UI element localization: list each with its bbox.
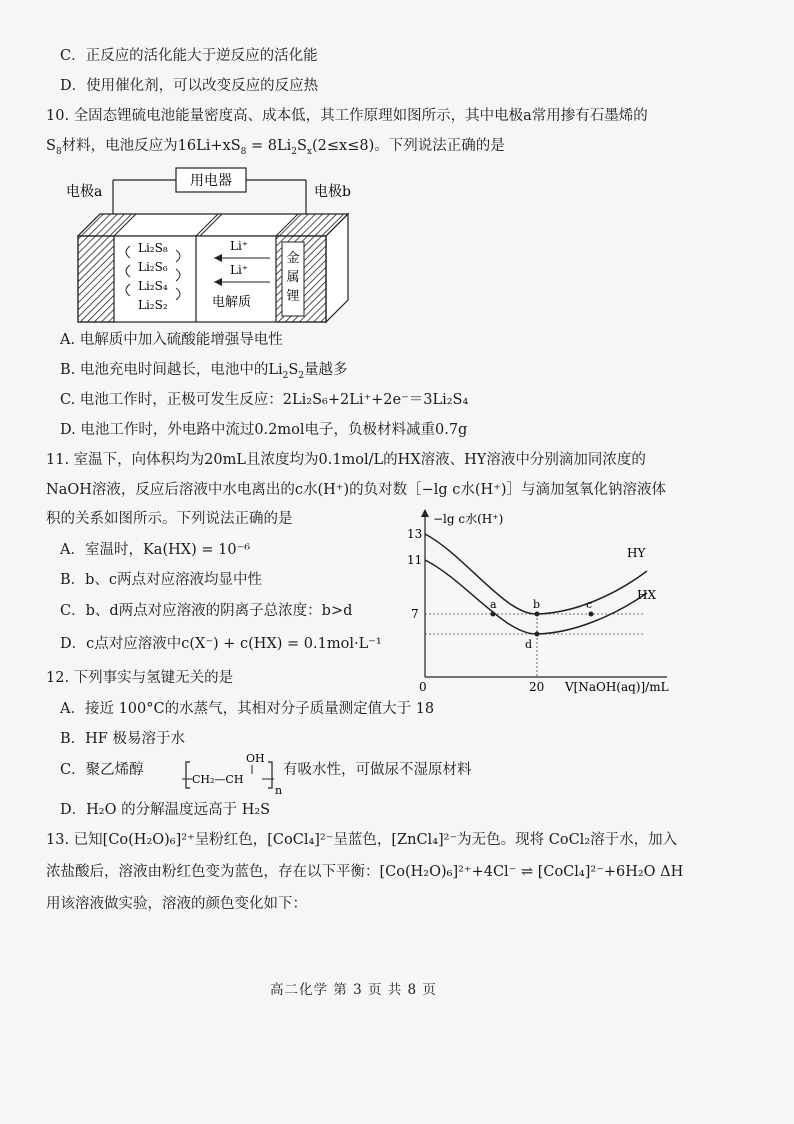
q12-option-b: B．HF 极易溶于水 (60, 731, 185, 747)
q12-option-c-suffix: 有吸水性，可做尿不湿原材料 (283, 762, 472, 778)
point-d-label: d (525, 638, 533, 651)
q10-stem-line1: 10. 全固态锂硫电池能量密度高、成本低，其工作原理如图所示，其中电极a常用掺有石墨烯的 (46, 108, 648, 124)
q10-option-c: C. 电池工作时，正极可发生反应：2Li₂S₆+2Li⁺+2e⁻＝3Li₂S₄ (60, 392, 469, 408)
point-d (535, 632, 540, 637)
q11-stem-line3: 积的关系如图所示。下列说法正确的是 (46, 511, 293, 527)
q9-option-c: C．正反应的活化能大于逆反应的活化能 (60, 48, 318, 64)
metal-li-char-3: 锂 (286, 289, 300, 304)
series-hx-label: HX (637, 588, 657, 602)
electrode-a (78, 236, 114, 322)
pva-oh: OH (246, 752, 265, 765)
y-axis-label: −lg c水(H⁺) (433, 512, 504, 526)
battery-diagram (66, 168, 351, 328)
series-hy-label: HY (627, 546, 646, 560)
q11-option-b: B．b、c两点对应溶液均显中性 (60, 572, 263, 588)
q10-option-b: B. 电池充电时间越长，电池中的$Li_2S_2$量越多 (60, 362, 348, 381)
q10-option-a: A. 电解质中加入硫酸能增强导电性 (60, 332, 283, 348)
series-hx-line (425, 560, 647, 634)
point-c-label: c (586, 598, 593, 611)
q12-option-d: D．H₂O 的分解温度远高于 H₂S (60, 802, 271, 818)
point-b (535, 612, 540, 617)
pva-chain: CH₂—CH (192, 773, 244, 786)
q13-line3: 用该溶液做实验，溶液的颜色变化如下： (46, 896, 307, 912)
q12-option-a: A．接近 100°C的水蒸气，其相对分子质量测定值大于 18 (60, 701, 435, 717)
q11-option-d: D．c点对应溶液中c(X⁻) + c(HX) = 0.1mol·L⁻¹ (60, 636, 382, 652)
q11-stem-line2: NaOH溶液，反应后溶液中水电离出的c水(H⁺)的负对数［−lg c水(H⁺)］与滴加氢氧化钠溶液体 (46, 482, 667, 498)
q10-option-d: D. 电池工作时，外电路中流过0.2mol电子，负极材料减重0.7g (60, 422, 468, 438)
point-a (491, 612, 496, 617)
point-a-label: a (490, 598, 497, 611)
device-label: 用电器 (190, 173, 232, 189)
q13-line1: 13. 已知[Co(H₂O)₆]²⁺呈粉红色，[CoCl₄]²⁻呈蓝色，[ZnCl₄]²⁻为无色。现将 CoCl₂溶于水，加入 (46, 832, 678, 848)
li-ion-2: Li⁺ (230, 263, 249, 277)
species-li2s6: Li₂S₆ (138, 260, 168, 274)
q11-stem-line1: 11. 室温下，向体积均为20mL且浓度均为0.1mol/L的HX溶液、HY溶液中分别滴加同浓度的 (46, 452, 646, 468)
pva-n: n (275, 784, 283, 797)
q12-option-c-prefix: C．聚乙烯醇 (60, 762, 144, 778)
q11-option-c: C．b、d两点对应溶液的阴离子总浓度：b>d (60, 603, 353, 619)
q10-stem-line2: $S_8$材料，电池反应为$16Li+xS_8 = 8Li_2S_x(2\le x\le 8)$。下列说法正确的是 (46, 138, 505, 157)
q12-stem: 12. 下列事实与氢键无关的是 (46, 670, 234, 686)
pva-structure (182, 750, 282, 796)
point-c (589, 612, 594, 617)
page-footer: 高二化学 第 3 页 共 8 页 (270, 982, 437, 998)
metal-li-char-1: 金 (286, 251, 300, 266)
species-li2s2: Li₂S₂ (138, 298, 168, 312)
electrode-a-label: 电极a (66, 184, 103, 200)
origin-label: 0 (419, 680, 427, 694)
y-tick-7: 7 (411, 607, 419, 621)
metal-li-char-2: 属 (286, 270, 300, 285)
y-tick-13: 13 (407, 527, 423, 541)
q11-option-a: A．室温时，Ka(HX) = 10⁻⁶ (60, 542, 251, 558)
q11-chart (405, 505, 705, 705)
li-ion-1: Li⁺ (230, 239, 249, 253)
x-tick-20: 20 (529, 680, 545, 694)
y-tick-11: 11 (407, 553, 423, 567)
species-li2s4: Li₂S₄ (138, 279, 168, 293)
electrolyte-label: 电解质 (212, 295, 252, 310)
x-axis-label: V[NaOH(aq)]/mL (565, 680, 669, 694)
electrode-b-label: 电极b (314, 184, 351, 200)
q9-option-d: D．使用催化剂，可以改变反应的反应热 (60, 78, 319, 94)
point-b-label: b (533, 598, 541, 611)
q13-line2: 浓盐酸后，溶液由粉红色变为蓝色，存在以下平衡：[Co(H₂O)₆]²⁺+4Cl⁻ ⇌ [CoCl₄]²⁻+6H₂O ΔH (46, 864, 684, 880)
species-li2s8: Li₂S₈ (138, 241, 168, 255)
